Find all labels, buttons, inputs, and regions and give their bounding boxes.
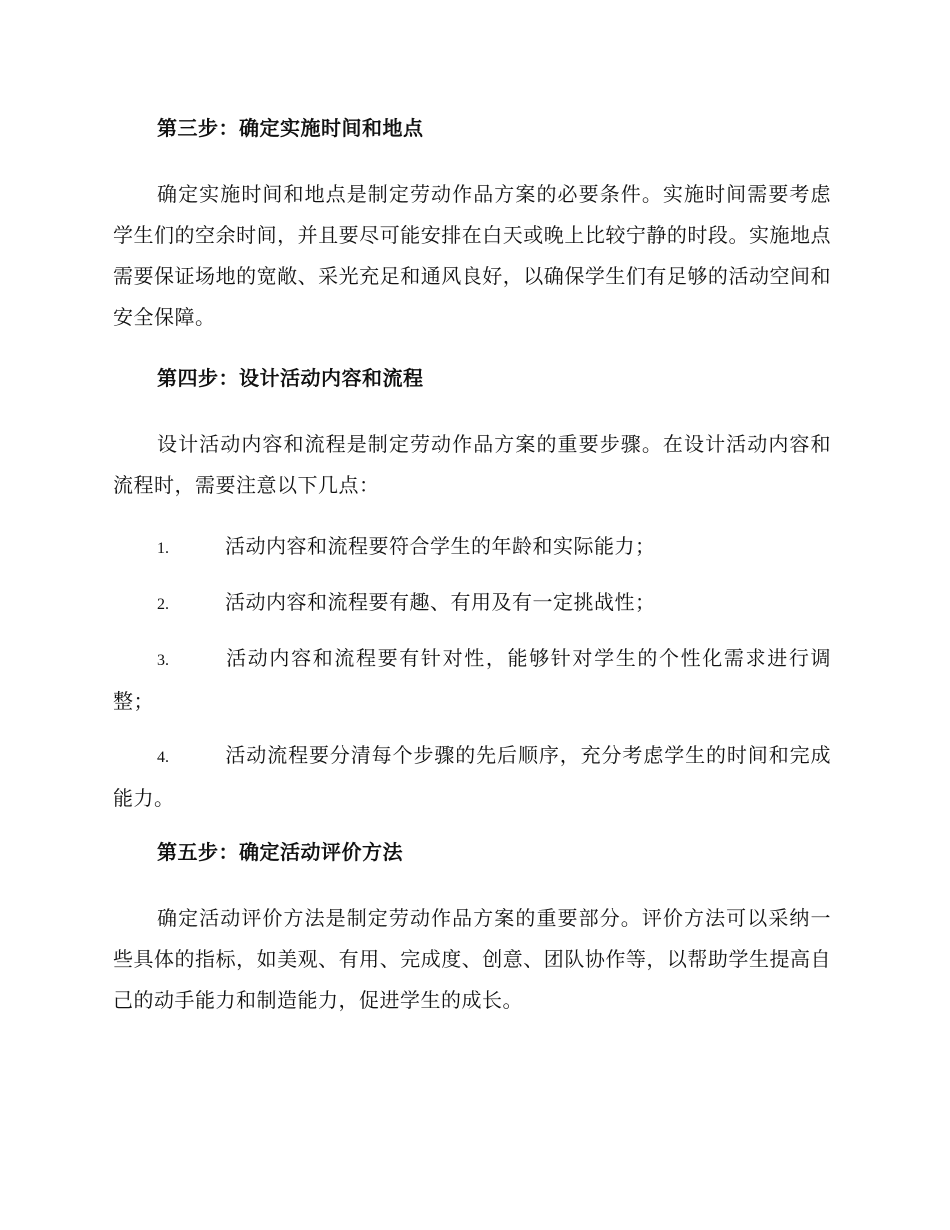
section-heading-step-five: 第五步：确定活动评价方法 [157, 840, 403, 864]
list-text: 活动流程要分清每个步骤的先后顺序，充分考虑学生的时间和完成能力。 [113, 743, 831, 810]
list-text: 活动内容和流程要有针对性，能够针对学生的个性化需求进行调整； [113, 646, 831, 713]
section-paragraph-step-three: 确定实施时间和地点是制定劳动作品方案的必要条件。实施时间需要考虑学生们的空余时间，并且要尽可能安排在白天或晚上比较宁静的时段。实施地点需要保证场地的宽敞、采光充足和通风良好，以确保学生们有足够的活动空间和安全保障。 [113, 182, 831, 329]
numbered-list [113, 526, 831, 819]
list-number: 2. [157, 596, 169, 613]
list-text: 活动内容和流程要符合学生的年龄和实际能力； [225, 534, 656, 558]
section-paragraph-step-five: 确定活动评价方法是制定劳动作品方案的重要部分。评价方法可以采纳一些具体的指标，如美观、有用、完成度、创意、团队协作等，以帮助学生提高自己的动手能力和制造能力，促进学生的成长。 [113, 906, 831, 1012]
list-item [113, 526, 831, 569]
list-item [113, 582, 831, 625]
list-text: 活动内容和流程要有趣、有用及有一定挑战性； [225, 590, 656, 614]
section-paragraph-step-four: 设计活动内容和流程是制定劳动作品方案的重要步骤。在设计活动内容和流程时，需要注意以下几点： [113, 432, 831, 497]
section-heading-step-four: 第四步：设计活动内容和流程 [157, 366, 424, 390]
list-item [113, 735, 831, 819]
section-heading-step-three: 第三步：确定实施时间和地点 [157, 116, 424, 140]
list-item [113, 638, 831, 722]
list-number: 3. [157, 652, 169, 669]
document-body [113, 108, 831, 1041]
list-number: 1. [157, 540, 169, 557]
list-number: 4. [157, 749, 169, 766]
